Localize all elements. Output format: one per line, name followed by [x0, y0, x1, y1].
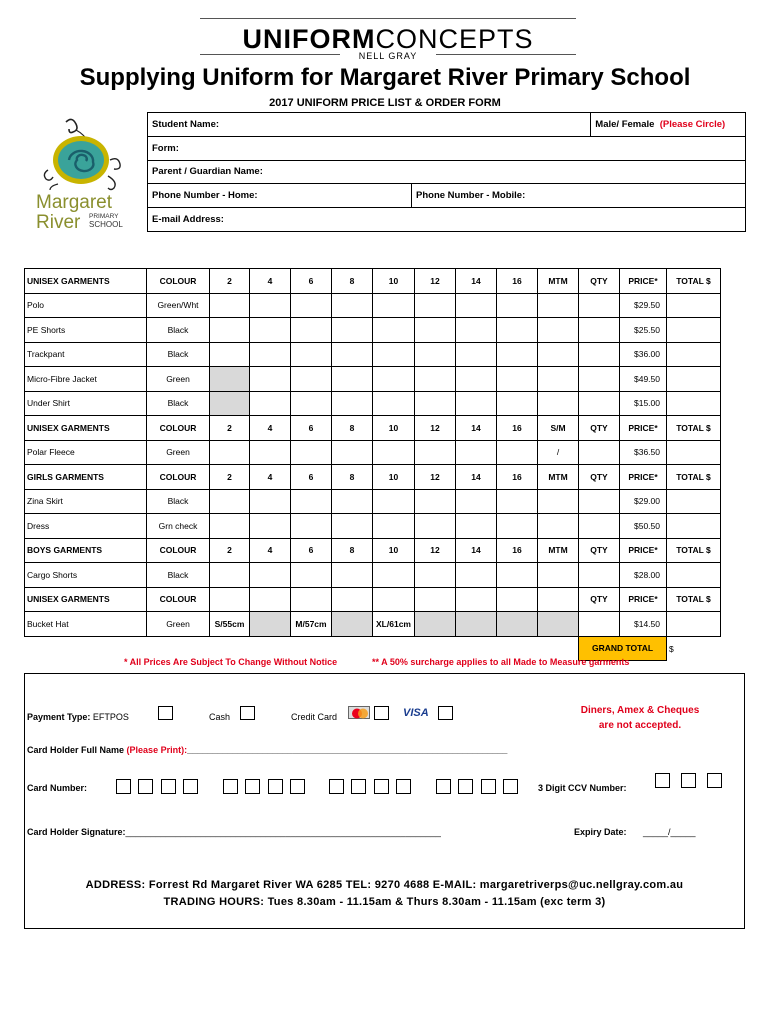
table-cell[interactable] — [579, 563, 620, 588]
sm-slash-mark[interactable]: / — [538, 440, 579, 465]
table-cell: $29.00 — [620, 489, 667, 514]
table-cell[interactable] — [497, 440, 538, 465]
table-cell[interactable] — [373, 293, 415, 318]
cash-checkbox[interactable] — [240, 706, 255, 720]
table-cell[interactable] — [332, 391, 373, 416]
table-cell[interactable] — [291, 318, 332, 343]
table-cell: COLOUR — [147, 269, 210, 294]
table-cell[interactable] — [538, 514, 579, 539]
table-cell[interactable] — [456, 391, 497, 416]
table-cell[interactable] — [497, 514, 538, 539]
card-digit-box[interactable] — [458, 779, 473, 794]
table-cell: Dress — [25, 514, 147, 539]
table-cell: 14 — [456, 465, 497, 490]
table-cell[interactable] — [291, 342, 332, 367]
phone-mobile-field[interactable]: Phone Number - Mobile: — [412, 184, 746, 208]
table-cell[interactable] — [373, 440, 415, 465]
table-cell: 10 — [373, 465, 415, 490]
card-digit-box[interactable] — [161, 779, 176, 794]
table-cell: GIRLS GARMENTS — [25, 465, 147, 490]
table-cell: 16 — [497, 416, 538, 441]
table-cell: S/M — [538, 416, 579, 441]
table-row — [25, 489, 721, 514]
table-row — [25, 318, 721, 343]
table-cell[interactable] — [373, 342, 415, 367]
table-cell[interactable] — [538, 293, 579, 318]
table-cell: PRICE* — [620, 416, 667, 441]
table-cell: 2 — [210, 538, 250, 563]
card-digit-box[interactable] — [223, 779, 238, 794]
table-cell: Black — [147, 318, 210, 343]
email-field[interactable]: E-mail Address: — [148, 208, 746, 232]
table-cell[interactable] — [538, 563, 579, 588]
table-cell: 12 — [415, 416, 456, 441]
table-cell: QTY — [579, 269, 620, 294]
table-cell[interactable] — [456, 367, 497, 392]
table-cell: COLOUR — [147, 465, 210, 490]
table-cell — [456, 587, 497, 612]
table-row — [25, 391, 721, 416]
card-digit-box[interactable] — [268, 779, 283, 794]
ccv-label: 3 Digit CCV Number: — [538, 783, 627, 793]
trading-hours: TRADING HOURS: Tues 8.30am - 11.15am & Thurs 8.30am - 11.15am (exc term 3) — [163, 896, 606, 908]
table-cell[interactable] — [291, 489, 332, 514]
table-row — [25, 293, 721, 318]
table-row — [25, 514, 721, 539]
table-cell — [538, 587, 579, 612]
table-cell: 8 — [332, 465, 373, 490]
table-cell[interactable] — [667, 342, 721, 367]
table-cell: COLOUR — [147, 538, 210, 563]
ccv-digit-box[interactable] — [707, 773, 722, 788]
table-cell — [250, 612, 291, 637]
table-cell: Under Shirt — [25, 391, 147, 416]
page-title: Supplying Uniform for Margaret River Primary School — [79, 64, 691, 91]
card-digit-box[interactable] — [374, 779, 389, 794]
table-cell: TOTAL $ — [667, 416, 721, 441]
table-cell: Green — [147, 367, 210, 392]
table-cell — [415, 612, 456, 637]
table-cell[interactable] — [373, 367, 415, 392]
table-cell[interactable] — [332, 318, 373, 343]
table-cell[interactable] — [456, 440, 497, 465]
table-cell: $15.00 — [620, 391, 667, 416]
table-cell[interactable] — [332, 489, 373, 514]
ccv-digit-box[interactable] — [655, 773, 670, 788]
table-cell: QTY — [579, 538, 620, 563]
table-cell — [415, 587, 456, 612]
table-cell: TOTAL $ — [667, 587, 721, 612]
table-cell[interactable] — [667, 367, 721, 392]
card-number-label: Card Number: — [27, 783, 88, 793]
mastercard-checkbox[interactable] — [374, 706, 389, 720]
table-cell: 10 — [373, 538, 415, 563]
table-cell: $36.50 — [620, 440, 667, 465]
table-cell: 8 — [332, 416, 373, 441]
table-cell: Black — [147, 489, 210, 514]
table-cell: $36.00 — [620, 342, 667, 367]
table-cell[interactable] — [210, 440, 250, 465]
table-cell: Micro-Fibre Jacket — [25, 367, 147, 392]
table-cell[interactable] — [579, 612, 620, 637]
table-cell[interactable] — [456, 342, 497, 367]
ccv-digit-box[interactable] — [681, 773, 696, 788]
table-cell[interactable] — [291, 563, 332, 588]
table-cell: Black — [147, 391, 210, 416]
card-digit-box[interactable] — [329, 779, 344, 794]
table-cell — [497, 612, 538, 637]
table-cell: PRICE* — [620, 465, 667, 490]
surcharge-note: ** A 50% surcharge applies to all Made to Measure garments — [372, 657, 630, 667]
table-cell: TOTAL $ — [667, 465, 721, 490]
visa-checkbox[interactable] — [438, 706, 453, 720]
table-cell — [497, 587, 538, 612]
table-cell: Green — [147, 612, 210, 637]
expiry-label: Expiry Date: — [574, 827, 627, 837]
table-cell[interactable] — [210, 489, 250, 514]
table-cell[interactable] — [456, 489, 497, 514]
table-cell: 16 — [497, 538, 538, 563]
table-cell[interactable] — [667, 391, 721, 416]
table-cell[interactable] — [415, 367, 456, 392]
expiry-field[interactable]: _____/_____ — [643, 827, 696, 837]
table-cell — [538, 612, 579, 637]
table-cell: Cargo Shorts — [25, 563, 147, 588]
credit-card-label: Credit Card — [291, 712, 338, 722]
table-cell: Green/Wht — [147, 293, 210, 318]
order-table — [24, 268, 721, 661]
table-cell: 16 — [497, 269, 538, 294]
table-cell[interactable] — [332, 342, 373, 367]
table-cell[interactable] — [291, 293, 332, 318]
card-digit-box[interactable] — [290, 779, 305, 794]
table-cell: UNISEX GARMENTS — [25, 416, 147, 441]
guardian-name-field[interactable]: Parent / Guardian Name: — [148, 160, 746, 184]
table-cell[interactable] — [250, 563, 291, 588]
table-cell[interactable] — [497, 563, 538, 588]
table-cell: 6 — [291, 538, 332, 563]
table-cell[interactable] — [291, 440, 332, 465]
table-cell[interactable] — [210, 342, 250, 367]
table-cell[interactable] — [373, 391, 415, 416]
card-digit-box[interactable] — [436, 779, 451, 794]
student-name-field[interactable]: Student Name: — [148, 113, 591, 137]
table-cell: 14 — [456, 269, 497, 294]
table-cell[interactable] — [667, 489, 721, 514]
table-cell: XL/61cm — [373, 612, 415, 637]
card-digit-box[interactable] — [351, 779, 366, 794]
payment-section — [24, 673, 745, 929]
table-cell: 14 — [456, 416, 497, 441]
table-cell[interactable] — [332, 440, 373, 465]
table-cell: Trackpant — [25, 342, 147, 367]
table-cell: 10 — [373, 269, 415, 294]
visa-icon: VISA — [403, 707, 429, 719]
table-cell[interactable] — [579, 440, 620, 465]
table-cell: PRICE* — [620, 587, 667, 612]
table-cell[interactable] — [250, 391, 291, 416]
card-digit-box[interactable] — [503, 779, 518, 794]
table-cell[interactable] — [456, 514, 497, 539]
table-cell[interactable] — [373, 489, 415, 514]
table-cell: PE Shorts — [25, 318, 147, 343]
table-cell[interactable] — [332, 514, 373, 539]
table-cell[interactable] — [456, 318, 497, 343]
table-cell[interactable] — [332, 293, 373, 318]
table-cell[interactable] — [250, 318, 291, 343]
table-cell: $14.50 — [620, 612, 667, 637]
table-cell[interactable] — [332, 367, 373, 392]
table-cell — [373, 587, 415, 612]
table-cell: 16 — [497, 465, 538, 490]
table-cell: Black — [147, 342, 210, 367]
table-cell: Grn check — [147, 514, 210, 539]
table-cell[interactable] — [415, 293, 456, 318]
table-cell: 4 — [250, 416, 291, 441]
table-cell[interactable] — [250, 342, 291, 367]
brand-name: UNIFORMCONCEPTS — [242, 24, 534, 54]
card-holder-name-label: Card Holder Full Name (Please Print):________________________________________________________________ — [27, 745, 508, 755]
mastercard-icon — [348, 706, 370, 719]
card-digit-box[interactable] — [245, 779, 260, 794]
table-cell: $50.50 — [620, 514, 667, 539]
not-accepted-note: Diners, Amex & Cheques are not accepted. — [580, 705, 700, 731]
grand-total-value[interactable]: $ — [667, 636, 721, 661]
table-cell[interactable] — [497, 367, 538, 392]
card-digit-box[interactable] — [396, 779, 411, 794]
svg-text:PRIMARY: PRIMARY — [89, 213, 119, 220]
table-cell[interactable] — [415, 514, 456, 539]
table-cell — [210, 367, 250, 392]
table-cell — [332, 587, 373, 612]
table-cell: 6 — [291, 269, 332, 294]
card-digit-box[interactable] — [116, 779, 131, 794]
table-cell: 2 — [210, 416, 250, 441]
table-cell: 2 — [210, 269, 250, 294]
table-row — [25, 612, 721, 637]
table-cell[interactable] — [373, 563, 415, 588]
table-row — [25, 563, 721, 588]
table-cell[interactable] — [332, 563, 373, 588]
table-cell: Bucket Hat — [25, 612, 147, 637]
table-cell: TOTAL $ — [667, 269, 721, 294]
table-cell[interactable] — [497, 293, 538, 318]
table-cell[interactable] — [497, 489, 538, 514]
table-cell — [456, 612, 497, 637]
table-cell: Polo — [25, 293, 147, 318]
table-cell[interactable] — [415, 440, 456, 465]
table-cell[interactable] — [415, 391, 456, 416]
table-cell[interactable] — [667, 563, 721, 588]
table-cell[interactable] — [415, 342, 456, 367]
table-cell[interactable] — [579, 391, 620, 416]
table-cell: 14 — [456, 538, 497, 563]
table-cell[interactable] — [250, 367, 291, 392]
address-line: ADDRESS: Forrest Rd Margaret River WA 6285 TEL: 9270 4688 E-MAIL: margaretriverps@uc.nellgray.com.au — [85, 879, 684, 891]
table-cell[interactable] — [291, 391, 332, 416]
signature-label: Card Holder Signature:_______________________________________________________________ — [27, 827, 441, 837]
table-cell[interactable] — [210, 563, 250, 588]
table-cell: Green — [147, 440, 210, 465]
grand-total-label: GRAND TOTAL — [579, 636, 667, 661]
table-cell[interactable] — [250, 489, 291, 514]
table-cell: COLOUR — [147, 416, 210, 441]
table-cell[interactable] — [415, 489, 456, 514]
table-cell — [291, 587, 332, 612]
table-cell[interactable] — [497, 318, 538, 343]
table-cell[interactable] — [291, 367, 332, 392]
table-cell[interactable] — [538, 318, 579, 343]
section-header — [25, 538, 721, 563]
brand-subtitle: NELL GRAY — [358, 51, 418, 61]
table-row — [25, 440, 721, 465]
table-cell: 12 — [415, 269, 456, 294]
table-cell[interactable] — [373, 318, 415, 343]
table-cell: Polar Fleece — [25, 440, 147, 465]
table-cell[interactable] — [497, 342, 538, 367]
svg-text:SCHOOL: SCHOOL — [89, 220, 123, 229]
table-cell[interactable] — [667, 612, 721, 637]
table-cell[interactable] — [210, 514, 250, 539]
table-cell: $25.50 — [620, 318, 667, 343]
table-cell[interactable] — [415, 318, 456, 343]
table-cell[interactable] — [538, 391, 579, 416]
table-cell: MTM — [538, 269, 579, 294]
table-cell[interactable] — [579, 293, 620, 318]
table-cell: 2 — [210, 465, 250, 490]
table-cell[interactable] — [579, 318, 620, 343]
table-cell: 6 — [291, 416, 332, 441]
table-cell[interactable] — [667, 514, 721, 539]
form-field[interactable]: Form: — [148, 136, 746, 160]
table-cell: 10 — [373, 416, 415, 441]
table-cell[interactable] — [667, 318, 721, 343]
section-header — [25, 416, 721, 441]
table-cell: UNISEX GARMENTS — [25, 587, 147, 612]
table-cell — [250, 587, 291, 612]
table-cell: 12 — [415, 538, 456, 563]
table-cell[interactable] — [210, 293, 250, 318]
table-cell — [332, 612, 373, 637]
table-cell[interactable] — [210, 318, 250, 343]
table-cell[interactable] — [538, 342, 579, 367]
table-cell[interactable] — [667, 440, 721, 465]
table-cell: BOYS GARMENTS — [25, 538, 147, 563]
table-cell: Black — [147, 563, 210, 588]
table-cell: MTM — [538, 538, 579, 563]
table-cell: TOTAL $ — [667, 538, 721, 563]
table-cell — [210, 391, 250, 416]
section-header — [25, 465, 721, 490]
page-subtitle: 2017 UNIFORM PRICE LIST & ORDER FORM — [269, 97, 501, 109]
school-logo — [26, 112, 146, 234]
table-cell: UNISEX GARMENTS — [25, 269, 147, 294]
table-cell: QTY — [579, 587, 620, 612]
table-cell: 4 — [250, 465, 291, 490]
svg-text:River: River — [36, 212, 81, 233]
table-cell[interactable] — [250, 293, 291, 318]
brand-header — [200, 14, 576, 62]
table-cell[interactable] — [579, 342, 620, 367]
table-cell: $28.00 — [620, 563, 667, 588]
table-cell: COLOUR — [147, 587, 210, 612]
price-change-note: * All Prices Are Subject To Change Without Notice — [124, 657, 338, 667]
table-cell: 12 — [415, 465, 456, 490]
student-info-table — [147, 112, 746, 232]
payment-type-label: Payment Type: EFTPOS — [27, 712, 129, 722]
table-cell: 8 — [332, 538, 373, 563]
section-header — [25, 269, 721, 294]
phone-home-field[interactable]: Phone Number - Home: — [148, 184, 412, 208]
table-cell[interactable] — [497, 391, 538, 416]
table-cell[interactable] — [250, 440, 291, 465]
table-cell: QTY — [579, 416, 620, 441]
table-cell: $29.50 — [620, 293, 667, 318]
table-cell[interactable] — [579, 514, 620, 539]
table-cell[interactable] — [538, 367, 579, 392]
svg-text:Margaret: Margaret — [36, 192, 113, 213]
table-cell[interactable] — [579, 489, 620, 514]
table-cell[interactable] — [250, 514, 291, 539]
table-cell: $49.50 — [620, 367, 667, 392]
table-cell: 8 — [332, 269, 373, 294]
table-cell: QTY — [579, 465, 620, 490]
table-cell: M/57cm — [291, 612, 332, 637]
table-row — [25, 342, 721, 367]
table-cell[interactable] — [579, 367, 620, 392]
cash-label: Cash — [209, 712, 231, 722]
table-cell: 6 — [291, 465, 332, 490]
table-cell[interactable] — [456, 293, 497, 318]
table-cell[interactable] — [538, 489, 579, 514]
table-cell — [210, 587, 250, 612]
table-row — [25, 367, 721, 392]
table-cell: PRICE* — [620, 269, 667, 294]
table-cell[interactable] — [667, 293, 721, 318]
table-cell — [332, 636, 373, 661]
table-cell[interactable] — [415, 563, 456, 588]
card-digit-box[interactable] — [183, 779, 198, 794]
table-cell: PRICE* — [620, 538, 667, 563]
school-logo-swirl-icon — [26, 112, 146, 234]
gender-field[interactable]: Male/ Female (Please Circle) — [591, 113, 746, 137]
table-cell[interactable] — [373, 514, 415, 539]
table-cell: Zina Skirt — [25, 489, 147, 514]
table-cell: S/55cm — [210, 612, 250, 637]
eftpos-checkbox[interactable] — [158, 706, 173, 720]
table-cell: 4 — [250, 538, 291, 563]
table-cell: MTM — [538, 465, 579, 490]
section-header — [25, 587, 721, 612]
table-cell[interactable] — [291, 514, 332, 539]
table-cell[interactable] — [456, 563, 497, 588]
table-cell: 4 — [250, 269, 291, 294]
card-digit-box[interactable] — [138, 779, 153, 794]
card-digit-box[interactable] — [481, 779, 496, 794]
